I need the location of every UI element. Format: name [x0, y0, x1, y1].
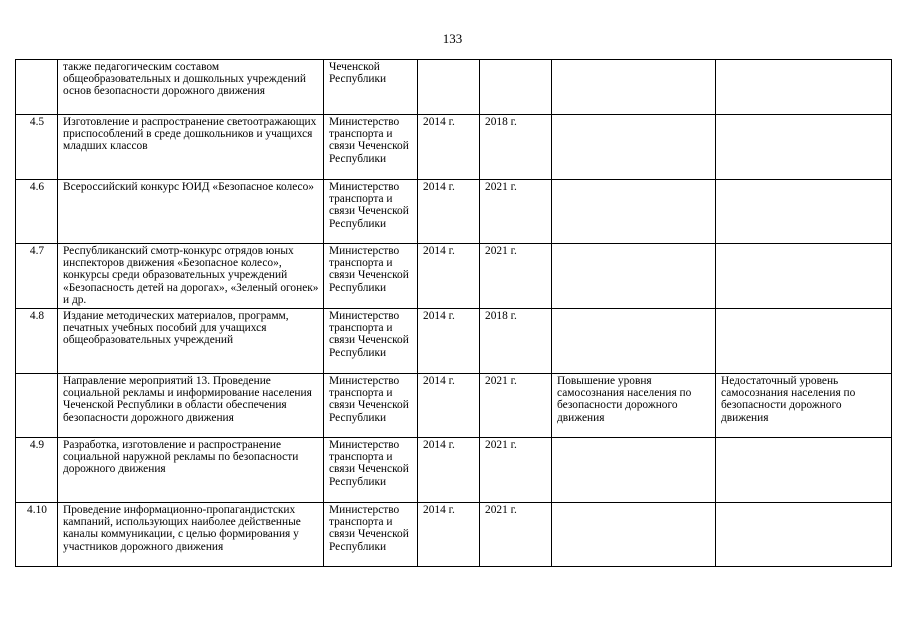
expected-result	[552, 180, 716, 244]
risk-description: Недостаточный уровень самосознания населения по безопасности дорожного движения	[716, 374, 892, 438]
event-name: Изготовление и распространение светоотражающих приспособлений в среде дошкольников и учащихся младших классов	[58, 115, 324, 180]
start-year: 2014 г.	[418, 309, 480, 374]
end-year: 2021 г.	[480, 438, 552, 503]
row-number: 4.5	[16, 115, 58, 180]
expected-result	[552, 503, 716, 567]
risk-description	[716, 438, 892, 503]
event-name: Издание методических материалов, программ, печатных учебных пособий для учащихся общеобразовательных учреждений	[58, 309, 324, 374]
table-row	[16, 374, 892, 438]
risk-description	[716, 503, 892, 567]
event-name: Проведение информационно-пропагандистских кампаний, использующих наиболее действенные каналы коммуникации, с целью формирования у участников дорожного движения	[58, 503, 324, 567]
risk-description	[716, 309, 892, 374]
expected-result	[552, 438, 716, 503]
page-number: 133	[442, 31, 463, 46]
end-year: 2018 г.	[480, 309, 552, 374]
event-name: Всероссийский конкурс ЮИД «Безопасное колесо»	[58, 180, 324, 244]
end-year: 2021 г.	[480, 374, 552, 438]
table-row	[16, 60, 892, 115]
risk-description	[716, 244, 892, 309]
executor: Министерство транспорта и связи Чеченской Республики	[324, 309, 418, 374]
end-year: 2021 г.	[480, 244, 552, 309]
table-row	[16, 244, 892, 309]
event-name: Республиканский смотр-конкурс отрядов юных инспекторов движения «Безопасное колесо», конкурсы среди образовательных учреждений «Безопасность детей на дорогах», «Зеленый огонек» и др.	[58, 244, 324, 309]
measures-table	[15, 59, 892, 567]
row-number: 4.6	[16, 180, 58, 244]
expected-result	[552, 309, 716, 374]
row-number: 4.7	[16, 244, 58, 309]
row-number	[16, 60, 58, 115]
executor: Министерство транспорта и связи Чеченской Республики	[324, 115, 418, 180]
start-year: 2014 г.	[418, 503, 480, 567]
end-year: 2018 г.	[480, 115, 552, 180]
risk-description	[716, 60, 892, 115]
event-name: Направление мероприятий 13. Проведение социальной рекламы и информирование населения Чеченской Республики в области обеспечения безопасности дорожного движения	[58, 374, 324, 438]
start-year: 2014 г.	[418, 374, 480, 438]
end-year: 2021 г.	[480, 180, 552, 244]
table-row	[16, 503, 892, 567]
table-row	[16, 180, 892, 244]
executor: Министерство транспорта и связи Чеченской Республики	[324, 438, 418, 503]
risk-description	[716, 115, 892, 180]
executor: Министерство транспорта и связи Чеченской Республики	[324, 503, 418, 567]
start-year: 2014 г.	[418, 180, 480, 244]
table-row	[16, 309, 892, 374]
expected-result	[552, 244, 716, 309]
expected-result: Повышение уровня самосознания населения по безопасности дорожного движения	[552, 374, 716, 438]
row-number: 4.10	[16, 503, 58, 567]
start-year	[418, 60, 480, 115]
start-year: 2014 г.	[418, 244, 480, 309]
expected-result	[552, 115, 716, 180]
row-number: 4.9	[16, 438, 58, 503]
executor: Чеченской Республики	[324, 60, 418, 115]
start-year: 2014 г.	[418, 438, 480, 503]
executor: Министерство транспорта и связи Чеченской Республики	[324, 374, 418, 438]
executor: Министерство транспорта и связи Чеченской Республики	[324, 180, 418, 244]
row-number	[16, 374, 58, 438]
end-year: 2021 г.	[480, 503, 552, 567]
expected-result	[552, 60, 716, 115]
end-year	[480, 60, 552, 115]
start-year: 2014 г.	[418, 115, 480, 180]
risk-description	[716, 180, 892, 244]
table-row	[16, 115, 892, 180]
table-row	[16, 438, 892, 503]
executor: Министерство транспорта и связи Чеченской Республики	[324, 244, 418, 309]
event-name: Разработка, изготовление и распространение социальной наружной рекламы по безопасности дорожного движения	[58, 438, 324, 503]
event-name: также педагогическим составом общеобразовательных и дошкольных учреждений основ безопасности дорожного движения	[58, 60, 324, 115]
row-number: 4.8	[16, 309, 58, 374]
